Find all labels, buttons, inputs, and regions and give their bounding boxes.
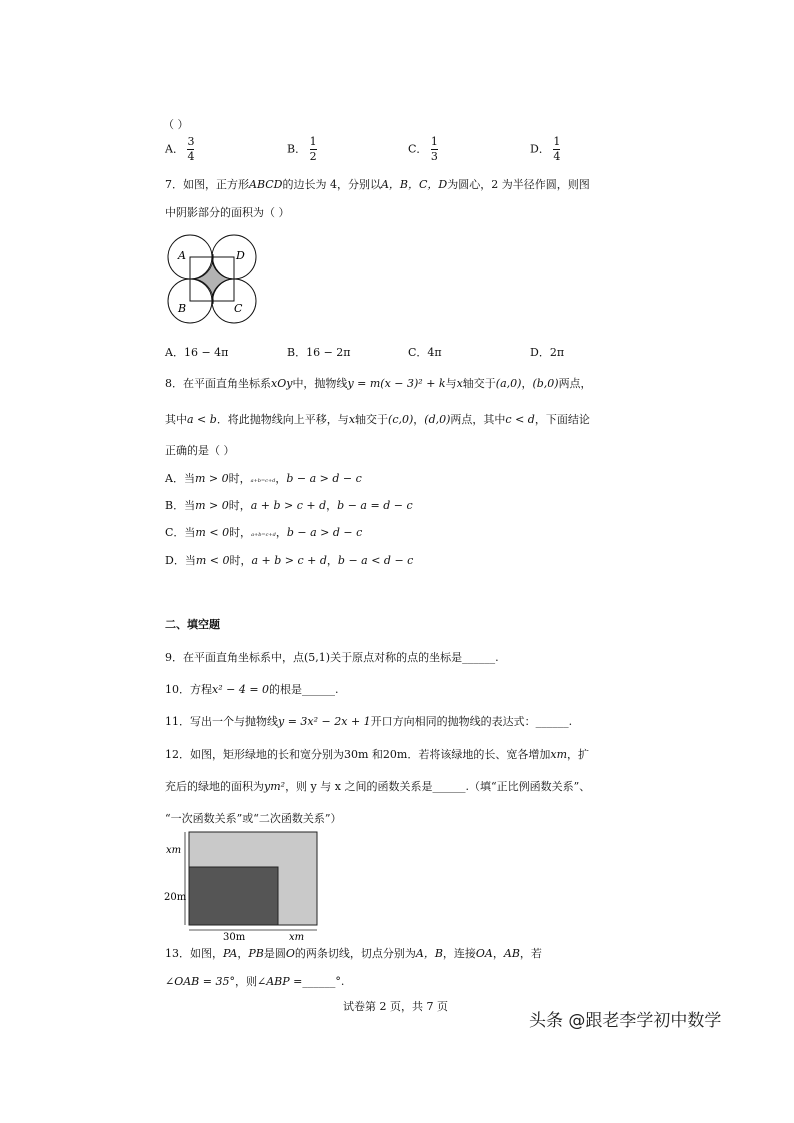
q7-label-a: A <box>178 249 186 262</box>
q6-option-a-label: A． <box>165 142 184 156</box>
q12-label-30m: 30m <box>223 932 246 942</box>
q7-option-d <box>530 344 564 360</box>
q8-option-d-sep: ， <box>326 554 338 567</box>
q8-x-axis: x <box>348 413 356 426</box>
q13-oa: OA <box>475 947 493 960</box>
q8-option-d-mid: 时， <box>229 554 252 567</box>
q8-text: ， <box>413 413 425 426</box>
q10 <box>165 681 339 697</box>
q12-stem-line1 <box>165 746 589 762</box>
q12-text: 12．如图，矩形绿地的长和宽分别为30m 和20m．若将该绿地的长、宽各增加 <box>165 748 551 761</box>
q8-point-b: (b,0) <box>532 377 559 390</box>
q9-text: 关于原点对称的点的坐标是______. <box>330 651 499 664</box>
q8-stem-line3: 正确的是（ ） <box>165 444 235 457</box>
q13-text: ， <box>237 947 249 960</box>
q13-blank: ______°. <box>302 975 345 988</box>
q8-option-b-sep: ， <box>326 499 338 512</box>
q9-point: (5,1) <box>304 651 331 664</box>
q13-pb: PB <box>248 947 264 960</box>
q11-parabola: y = 3x² − 2x + 1 <box>278 715 371 728</box>
q13-angle-oab: ∠OAB = 35° <box>165 975 235 988</box>
q10-text: 的根是______. <box>269 683 339 696</box>
q8-x-axis: x <box>456 377 463 390</box>
q6-paren: （ ） <box>163 118 189 131</box>
q8-text: 轴交于 <box>355 413 389 426</box>
q8-stem-line2 <box>165 411 590 427</box>
q12-area: ym² <box>264 780 286 793</box>
q12-label-xm-left: xm <box>166 845 182 856</box>
q7-shaded-region <box>190 254 236 304</box>
q7-label-b: B <box>178 302 187 315</box>
q12-stem-line3: “一次函数关系”或“二次函数关系”） <box>165 812 342 825</box>
q6-option-b-label: B． <box>287 142 307 156</box>
q8-option-c-cond: m < 0 <box>195 526 230 539</box>
q12-figure <box>163 830 323 942</box>
q7-label-c: C <box>234 302 243 315</box>
q8-text: ．将此抛物线向上平移，与 <box>216 413 349 426</box>
q13-text: 的两条切线，切点分别为 <box>294 947 416 960</box>
q6-option-d <box>530 136 560 163</box>
q8-option-a <box>165 470 362 486</box>
q8-text: ，下面结论 <box>534 413 590 426</box>
q11-text: 11．写出一个与抛物线 <box>165 715 278 728</box>
q10-equation: x² − 4 = 0 <box>212 683 270 696</box>
q13-stem-line2 <box>165 973 344 989</box>
q12-label-xm-bottom: xm <box>289 932 305 942</box>
q8-text: ， <box>521 377 533 390</box>
q8-option-a-rel2: b − a > d − c <box>286 472 362 485</box>
q8-text: 中，抛物线 <box>292 377 348 390</box>
q8-coord-system: xOy <box>271 377 293 390</box>
q7-option-b-text: 16 − 2π <box>306 346 351 359</box>
q7-option-b <box>287 344 351 360</box>
q8-option-d-rel1: a + b > c + d <box>251 554 327 567</box>
q8-option-d-cond: m < 0 <box>195 554 230 567</box>
q7-option-a-text: 16 − 4π <box>183 346 229 359</box>
q6-option-b-fraction <box>310 136 317 163</box>
q13-pa: PA <box>223 947 238 960</box>
q8-option-b-label: B．当 <box>165 499 196 512</box>
q7-option-a <box>165 344 228 360</box>
q8-option-a-cond: m > 0 <box>194 472 229 485</box>
q8-option-a-sep: ， <box>275 472 287 485</box>
q6-option-d-den: 4 <box>553 150 561 163</box>
q8-option-b-cond: m > 0 <box>195 499 229 512</box>
q7-option-a-label: A． <box>165 346 184 359</box>
q8-option-b-rel2: b − a = d − c <box>337 499 413 512</box>
page-footer: 试卷第 2 页，共 7 页 <box>343 1000 448 1013</box>
q8-text: 与 <box>445 377 457 390</box>
q6-option-a-den: 4 <box>187 150 195 163</box>
q8-condition-cd: c < d <box>505 413 535 426</box>
q13-text: 13．如图， <box>165 947 223 960</box>
q6-option-c-den: 3 <box>430 150 438 163</box>
q9 <box>165 649 499 665</box>
q8-option-c <box>165 524 362 540</box>
q6-option-b-den: 2 <box>309 150 317 163</box>
q6-option-a <box>165 136 194 163</box>
q7-stem-line2: 中阴影部分的面积为（ ） <box>165 206 290 219</box>
q13-circle-o: O <box>285 947 295 960</box>
q7-option-b-label: B． <box>287 346 307 359</box>
q13-text: 是圆 <box>263 947 286 960</box>
q6-option-b-num: 1 <box>309 135 317 148</box>
q12-increase: xm <box>550 748 567 761</box>
q7-square-name: ABCD <box>249 178 283 191</box>
q8-text: 其中 <box>165 413 187 426</box>
q13-ab: AB <box>503 947 520 960</box>
q8-text: 8．在平面直角坐标系 <box>165 377 271 390</box>
q12-label-20m: 20m <box>164 892 187 903</box>
q8-option-b-mid: 时， <box>228 499 251 512</box>
q6-option-c-label: C． <box>408 142 428 156</box>
q7-text: 为圆心，2 为半径作圆，则图 <box>447 178 590 191</box>
section-title-fill-in: 二、填空题 <box>165 618 220 631</box>
q7-label-d: D <box>236 249 245 262</box>
q8-option-a-mid: 时， <box>228 472 251 485</box>
q13-text: ，若 <box>519 947 542 960</box>
q8-text: 两点，其中 <box>450 413 506 426</box>
q8-option-c-rel2: b − a > d − c <box>286 526 363 539</box>
q12-original-rect <box>189 867 278 925</box>
q6-option-c-num: 1 <box>430 135 438 148</box>
q7-centers: A，B，C，D <box>380 178 448 191</box>
q8-option-b <box>165 497 413 513</box>
q6-option-d-num: 1 <box>553 135 561 148</box>
q8-point-c: (c,0) <box>388 413 414 426</box>
q7-text: 的边长为 4，分别以 <box>282 178 381 191</box>
q13-tangent-points: A，B <box>415 947 443 960</box>
q7-option-c-text: 4π <box>427 346 442 359</box>
q8-option-d-rel2: b − a < d − c <box>337 554 414 567</box>
watermark: 头条 @跟老李学初中数学 <box>529 1011 722 1031</box>
q11-text: 开口方向相同的抛物线的表达式：______. <box>370 715 573 728</box>
q6-option-b <box>287 136 317 163</box>
q9-text: 9．在平面直角坐标系中，点 <box>165 651 304 664</box>
q8-stem-line1 <box>165 375 592 391</box>
q13-text: ， <box>492 947 504 960</box>
q12-text: 充后的绿地的面积为 <box>165 780 264 793</box>
q8-option-c-sep: ， <box>275 526 287 539</box>
q6-option-a-fraction <box>187 136 194 163</box>
q13-text: ，连接 <box>442 947 476 960</box>
q8-option-c-rel1: a+b=c+d <box>251 532 276 538</box>
q8-option-a-label: A．当 <box>165 472 195 485</box>
q6-option-c-fraction <box>431 136 438 163</box>
q12-stem-line2 <box>165 778 590 794</box>
q6-option-c <box>408 136 438 163</box>
q8-point-d: (d,0) <box>424 413 451 426</box>
q7-figure <box>163 232 263 328</box>
q12-text: ，则 y 与 x 之间的函数关系是______.（填“正比例函数关系”、 <box>285 780 591 793</box>
q7-option-d-text: 2π <box>549 346 565 359</box>
q8-option-b-rel1: a + b > c + d <box>250 499 327 512</box>
q8-option-c-label: C．当 <box>165 526 196 539</box>
q13-angle-abp: ∠ABP = <box>256 975 303 988</box>
q10-text: 10．方程 <box>165 683 212 696</box>
q8-condition-ab: a < b <box>187 413 217 426</box>
q6-option-d-fraction <box>553 136 560 163</box>
q7-option-c-label: C． <box>408 346 428 359</box>
q6-option-a-num: 3 <box>187 135 195 148</box>
q7-option-d-label: D． <box>530 346 550 359</box>
q12-text: ，扩 <box>567 748 589 761</box>
q13-stem-line1 <box>165 945 542 961</box>
q6-option-d-label: D． <box>530 142 550 156</box>
q8-option-d-label: D．当 <box>165 554 196 567</box>
q8-option-a-rel1: a+b=c+d <box>250 478 276 484</box>
q7-text: 7．如图，正方形 <box>165 178 249 191</box>
q8-point-a: (a,0) <box>495 377 522 390</box>
q8-text: 两点， <box>558 377 592 390</box>
q8-parabola-formula: y = m(x − 3)² + k <box>347 377 446 390</box>
q8-text: 轴交于 <box>462 377 496 390</box>
q7-option-c <box>408 344 442 360</box>
q7-stem-line1 <box>165 176 590 192</box>
q8-option-c-mid: 时， <box>229 526 252 539</box>
q8-option-d <box>165 552 413 568</box>
q11 <box>165 713 572 729</box>
q13-text: ，则 <box>234 975 257 988</box>
